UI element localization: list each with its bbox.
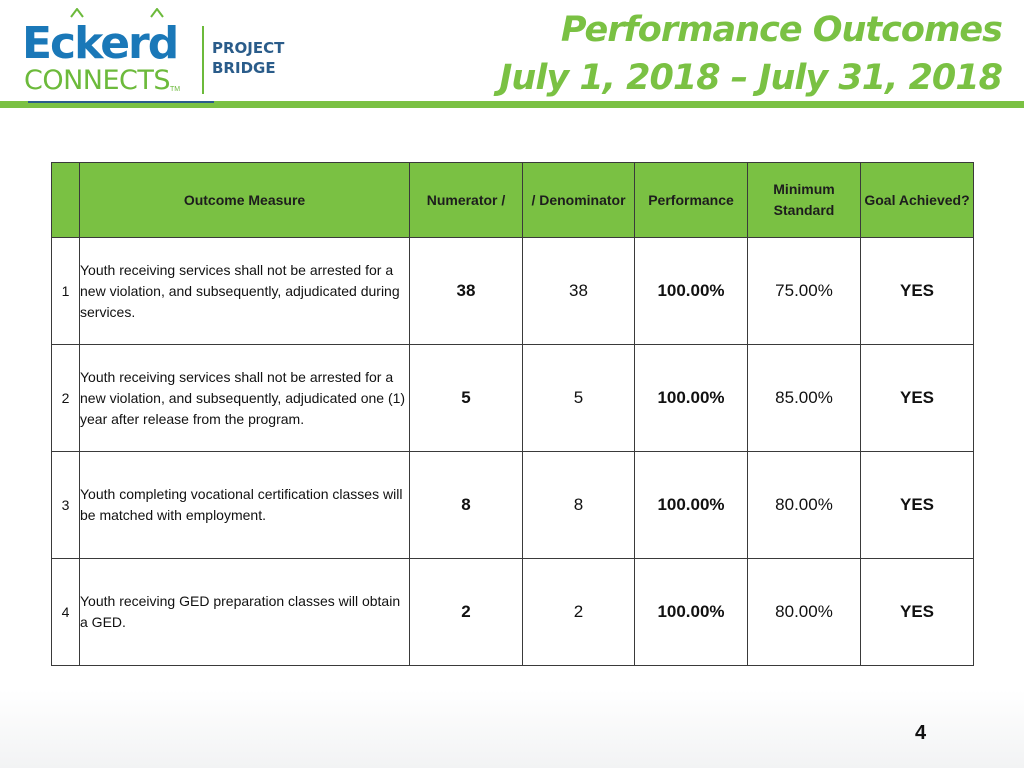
- date-range: July 1, 2018 – July 31, 2018: [499, 58, 1002, 98]
- goal-achieved-cell: YES: [861, 345, 974, 452]
- column-header-minimum-standard: Minimum Standard: [748, 163, 861, 238]
- denominator-cell: 5: [523, 345, 635, 452]
- outcomes-table: [51, 162, 974, 666]
- slide-background-gradient: [0, 690, 1024, 768]
- row-index: 4: [52, 559, 80, 666]
- table-row: [52, 238, 974, 345]
- numerator-cell: 38: [410, 238, 523, 345]
- numerator-cell: 5: [410, 345, 523, 452]
- numerator-cell: 2: [410, 559, 523, 666]
- logo-brand-bottom: CONNECTS: [24, 65, 171, 96]
- table-row: [52, 452, 974, 559]
- column-header-denominator: / Denominator: [523, 163, 635, 238]
- page-number: 4: [915, 722, 927, 744]
- outcome-measure-cell: Youth receiving GED preparation classes will obtain a GED.: [80, 559, 410, 666]
- performance-cell: 100.00%: [635, 345, 748, 452]
- outcome-measure-cell: Youth receiving services shall not be arrested for a new violation, and subsequently, adjudicated one (1) year after release from the program.: [80, 345, 410, 452]
- performance-cell: 100.00%: [635, 452, 748, 559]
- sparkle-icon: [150, 8, 164, 18]
- goal-achieved-cell: YES: [861, 452, 974, 559]
- minimum-standard-cell: 85.00%: [748, 345, 861, 452]
- numerator-cell: 8: [410, 452, 523, 559]
- row-index: 1: [52, 238, 80, 345]
- column-header-index: [52, 163, 80, 238]
- row-index: 3: [52, 452, 80, 559]
- logo-trademark: TM: [170, 86, 181, 93]
- logo-program-line2: BRIDGE: [212, 59, 276, 77]
- minimum-standard-cell: 80.00%: [748, 559, 861, 666]
- page-title: Performance Outcomes: [560, 10, 1002, 50]
- goal-achieved-cell: YES: [861, 238, 974, 345]
- logo-program-line1: PROJECT: [212, 39, 285, 57]
- outcome-measure-cell: Youth receiving services shall not be arrested for a new violation, and subsequently, adjudicated during services.: [80, 238, 410, 345]
- column-header-outcome-measure: Outcome Measure: [80, 163, 410, 238]
- denominator-cell: 2: [523, 559, 635, 666]
- header-rule-accent: [28, 101, 214, 103]
- minimum-standard-cell: 75.00%: [748, 238, 861, 345]
- column-header-performance: Performance: [635, 163, 748, 238]
- table-row: [52, 345, 974, 452]
- denominator-cell: 8: [523, 452, 635, 559]
- row-index: 2: [52, 345, 80, 452]
- logo-brand-top: Eckerd: [22, 18, 178, 69]
- table-header-row: [52, 163, 974, 238]
- column-header-goal-achieved: Goal Achieved?: [861, 163, 974, 238]
- logo-program-name: [212, 38, 284, 78]
- sparkle-icon: [70, 8, 84, 18]
- outcome-measure-cell: Youth completing vocational certification classes will be matched with employment.: [80, 452, 410, 559]
- eckerd-connects-logo: [22, 6, 285, 106]
- performance-cell: 100.00%: [635, 238, 748, 345]
- column-header-numerator: Numerator /: [410, 163, 523, 238]
- goal-achieved-cell: YES: [861, 559, 974, 666]
- performance-cell: 100.00%: [635, 559, 748, 666]
- logo-divider: [202, 26, 204, 94]
- minimum-standard-cell: 80.00%: [748, 452, 861, 559]
- denominator-cell: 38: [523, 238, 635, 345]
- table-row: [52, 559, 974, 666]
